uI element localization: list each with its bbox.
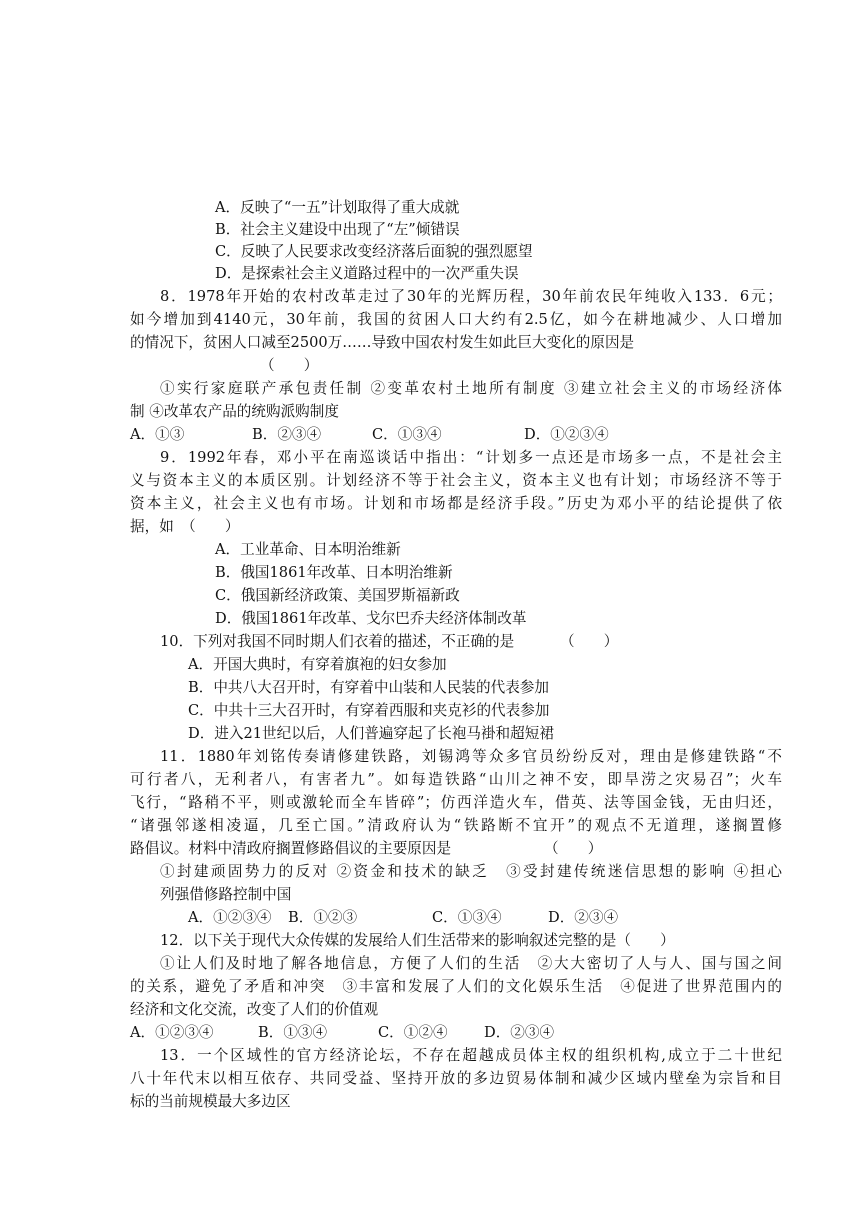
q7-option-a: A．反映了“一五”计划取得了重大成就 (215, 199, 460, 216)
q8-stem-line-2: 如今增加到4140元，30年前，我国的贫困人口大约有2.5亿，如今在耕地减少、人口增加 (130, 311, 782, 328)
q11-option-a: A．①②③④ (188, 909, 272, 926)
q12-option-d: D．②③④ (484, 1024, 555, 1041)
q12-option-c: C．①②④ (378, 1024, 448, 1041)
q9-option-d: D．俄国1861年改革、戈尔巴乔夫经济体制改革 (215, 610, 527, 627)
q10-option-a: A．开国大典时，有穿着旗袍的妇女参加 (188, 656, 447, 673)
q10-option-d: D．进入21世纪以后，人们普遍穿起了长袍马褂和超短裙 (188, 725, 554, 742)
q12-item-line-3: 经济和文化交流，改变了人们的价值观 (130, 1001, 379, 1018)
q9-option-a: A．工业革命、日本明治维新 (215, 541, 401, 558)
q11-item-line-1: ①封建顽固势力的反对 ②资金和技术的缺乏 ③受封建传统迷信思想的影响 ④担心 (160, 863, 782, 880)
q7-option-c: C．反映了人民要求改变经济落后面貌的强烈愿望 (215, 243, 533, 260)
q8-answer-blank: （ ） (260, 357, 319, 374)
q8-option-c: C．①③④ (372, 426, 442, 443)
q13-stem-line-2: 八十年代末以相互依存、共同受益、坚持开放的多边贸易体制和减少区域内壁垒为宗旨和目 (130, 1070, 782, 1087)
q8-item-line-2: 制 ④改革农产品的统购派购制度 (130, 403, 339, 420)
q11-stem-line-3: 飞行，“路稍不平，则或激轮而全车皆碎”；仿西洋造火车，借英、法等国金钱，无由归还， (130, 794, 782, 811)
q11-option-d: D．②③④ (548, 909, 619, 926)
q12-item-line-2: 的关系，避免了矛盾和冲突 ③丰富和发展了人们的文化娱乐生活 ④促进了世界范围内的 (130, 978, 782, 995)
q11-answer-blank: （ ） (544, 840, 603, 857)
q9-stem-line-4: 据，如 （ ） (130, 518, 240, 535)
q11-stem-line-5: 路倡议。材料中清政府搁置修路倡议的主要原因是 (130, 840, 452, 857)
q10-stem: 10．下列对我国不同时期人们衣着的描述，不正确的是 (160, 633, 515, 650)
q8-option-b: B．②③④ (252, 426, 322, 443)
q9-stem-line-2: 义与资本主义的本质区别。计划经济不等于社会主义，资本主义也有计划；市场经济不等于 (130, 472, 782, 489)
q12-stem: 12．以下关于现代大众传媒的发展给人们生活带来的影响叙述完整的是（ ） (160, 932, 675, 949)
q9-option-b: B．俄国1861年改革、日本明治维新 (215, 564, 453, 581)
q12-option-b: B．①③④ (258, 1024, 328, 1041)
q8-stem-line-3: 的情况下，贫困人口减至2500万……导致中国农村发生如此巨大变化的原因是 (130, 334, 635, 351)
q8-option-d: D．①②③④ (524, 426, 609, 443)
q9-option-c: C．俄国新经济政策、美国罗斯福新政 (215, 587, 460, 604)
q11-stem-line-2: 可行者八，无利者八，有害者九”。如每造铁路“山川之神不安，即旱涝之灾易召”；火车 (130, 771, 782, 788)
q12-option-a: A．①②③④ (130, 1024, 214, 1041)
q10-option-b: B．中共八大召开时，有穿着中山装和人民装的代表参加 (188, 679, 549, 696)
q9-stem-line-3: 资本主义，社会主义也有市场。计划和市场都是经济手段。”历史为邓小平的结论提供了依 (130, 495, 782, 512)
q10-option-c: C．中共十三大召开时，有穿着西服和夹克衫的代表参加 (188, 702, 550, 719)
q8-option-a: A．①③ (130, 426, 185, 443)
q11-item-line-2: 列强借修路控制中国 (160, 886, 292, 903)
q11-stem-line-4: “诸强邻遂相凌逼，几至亡国。”清政府认为“铁路断不宜开”的观点不无道理，遂搁置修 (130, 817, 782, 834)
q8-item-line-1: ①实行家庭联产承包责任制 ②变革农村土地所有制度 ③建立社会主义的市场经济体 (160, 380, 782, 397)
q10-answer-blank: （ ） (560, 633, 619, 650)
q11-option-c: C．①③④ (432, 909, 502, 926)
q7-option-d: D．是探索社会主义道路过程中的一次严重失误 (215, 265, 519, 282)
q11-option-b: B．①②③ (288, 909, 358, 926)
q12-item-line-1: ①让人们及时地了解各地信息，方便了人们的生活 ②大大密切了人与人、国与国之间 (160, 955, 782, 972)
q11-stem-line-1: 11．1880年刘铭传奏请修建铁路，刘锡鸿等众多官员纷纷反对，理由是修建铁路“不 (160, 748, 782, 765)
q8-stem-line-1: 8．1978年开始的农村改革走过了30年的光辉历程，30年前农民年纯收入133．6元； (160, 288, 782, 305)
q13-stem-line-3: 标的当前规模最大多边区 (130, 1093, 291, 1110)
q13-stem-line-1: 13．一个区域性的官方经济论坛，不存在超越成员体主权的组织机构,成立于二十世纪 (160, 1047, 782, 1064)
q7-option-b: B．社会主义建设中出现了“左”倾错误 (215, 221, 460, 238)
q9-stem-line-1: 9．1992年春，邓小平在南巡谈话中指出：“计划多一点还是市场多一点，不是社会主 (160, 449, 782, 466)
